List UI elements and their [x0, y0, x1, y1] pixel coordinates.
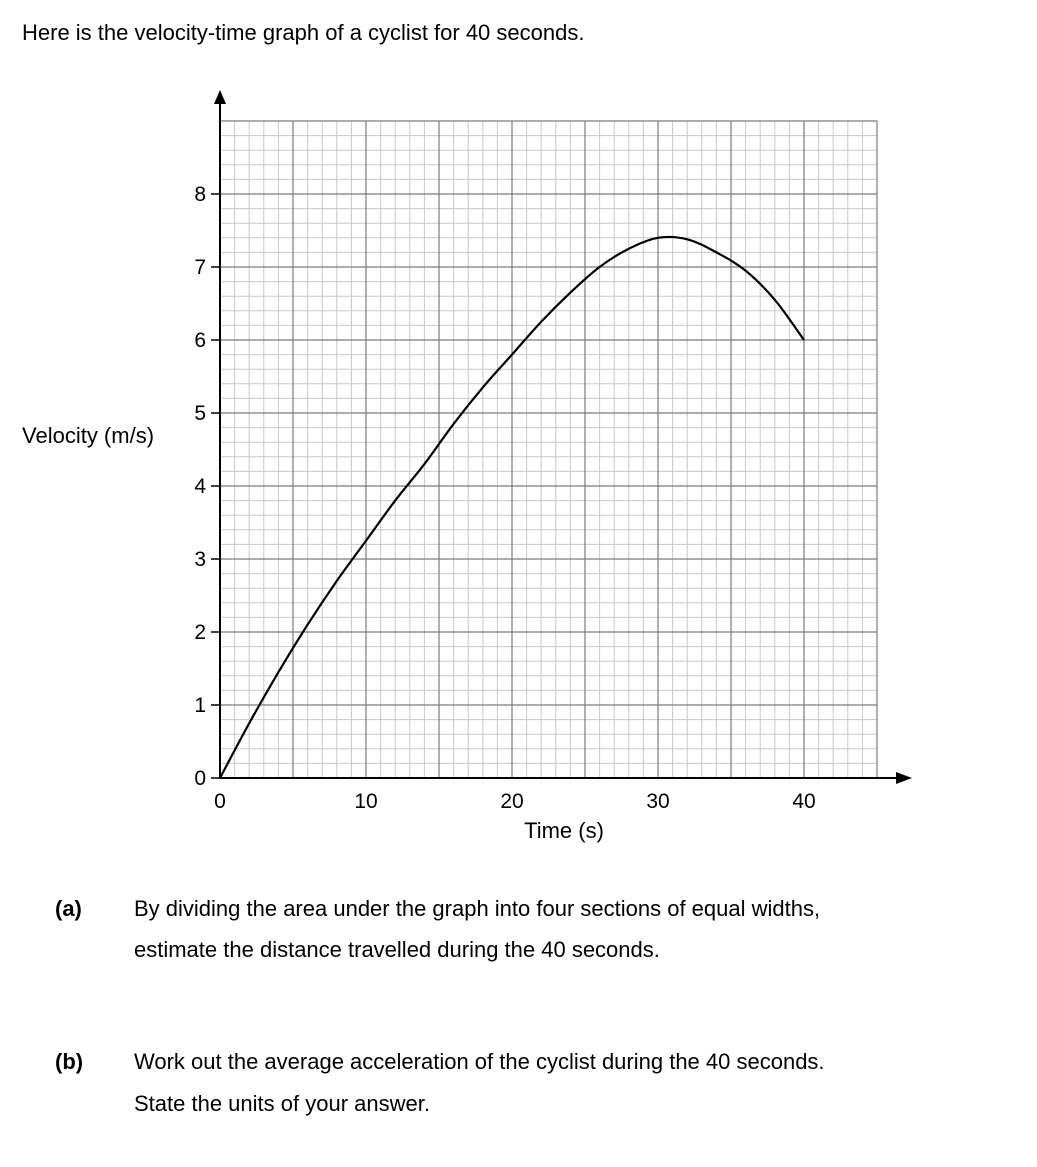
x-axis-arrow	[896, 772, 912, 784]
y-axis-arrow	[214, 90, 226, 104]
intro-text: Here is the velocity-time graph of a cyclist for 40 seconds.	[22, 20, 585, 45]
y-tick-label: 0	[194, 767, 206, 790]
y-tick-label: 7	[194, 256, 206, 279]
ticks	[211, 194, 220, 778]
question-b-line-1: Work out the average acceleration of the cyclist during the 40 seconds.	[134, 1049, 825, 1074]
y-axis-title: Velocity (m/s)	[22, 423, 155, 448]
x-tick-label: 20	[500, 790, 524, 813]
x-tick-label: 0	[214, 790, 226, 813]
question-b-line-2: State the units of your answer.	[134, 1091, 430, 1116]
y-tick-label: 3	[194, 548, 206, 571]
y-tick-label: 2	[194, 621, 206, 644]
y-tick-label: 8	[194, 183, 206, 206]
grid-major	[220, 121, 877, 778]
y-tick-label: 6	[194, 329, 206, 352]
grid-minor	[220, 121, 877, 778]
question-b-label: (b)	[55, 1049, 84, 1074]
question-a-label: (a)	[55, 896, 82, 921]
question-a-line-2: estimate the distance travelled during the 40 seconds.	[134, 937, 660, 962]
question-a-line-1: By dividing the area under the graph into four sections of equal widths,	[134, 896, 821, 921]
y-tick-label: 1	[194, 694, 206, 717]
y-tick-label: 4	[194, 475, 206, 498]
x-tick-label: 40	[792, 790, 816, 813]
y-tick-label: 5	[194, 402, 206, 425]
x-tick-label: 30	[646, 790, 670, 813]
x-tick-label: 10	[354, 790, 378, 813]
x-axis-title: Time (s)	[524, 818, 604, 843]
